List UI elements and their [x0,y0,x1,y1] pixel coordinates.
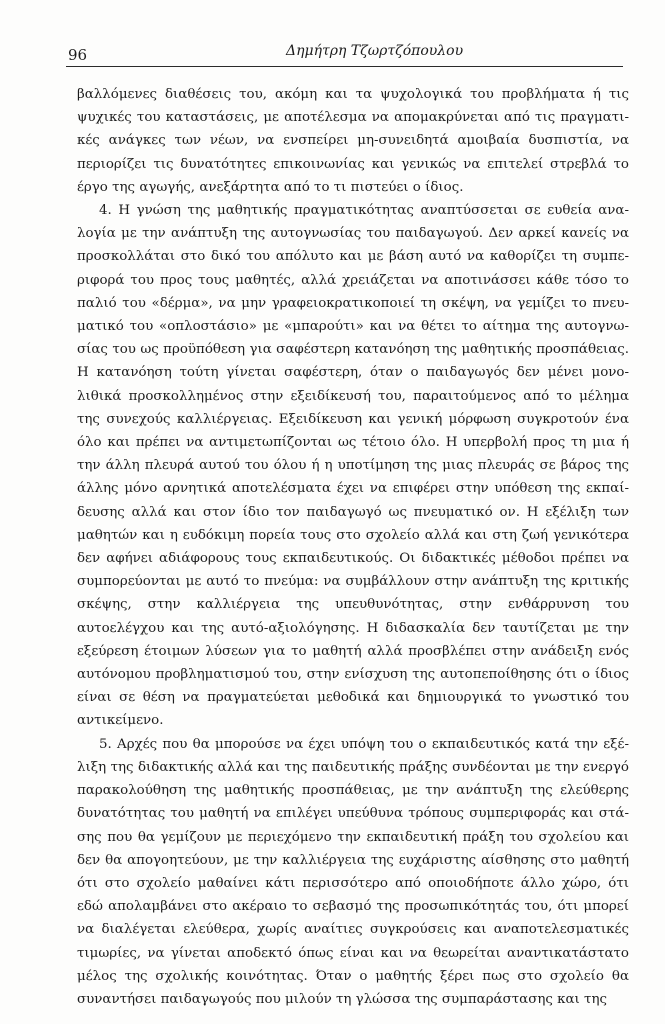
page-number: 96 [68,46,88,64]
page-header [66,42,623,67]
paragraph-section-5: 5. Αρχές που θα μπορούσε να έχει υπόψη του ο εκπαιδευτικός κατά την εξέλιξη της διδακτικής αλλά και της παιδευτικής πράξης συνδέονται με την ενεργό παρακολούθηση της μαθητικής προσπάθειας, με την ανάπτυξη της ελεύθερης δυνατότητας του μαθητή να επιλέγει υπεύθυνα τρόπους συμπεριφοράς και στάσης που θα γεμίζουν με περιεχόμενο την εκπαιδευτική πράξη του σχολείου και δεν θα απογοητεύουν, με την καλλιέργεια της ευχάριστης αίσθησης στο μαθητή ότι στο σχολείο μαθαίνει κάτι περισσότερο από οποιοδήποτε άλλο χώρο, ότι εδώ απολαμβάνει στο ακέραιο το σεβασμό της προσωπικότητάς του, ότι μπορεί να διαλέγεται ελεύθερα, χωρίς αναίτιες συγκρούσεις και αναποτελεσματικές τιμωρίες, να γίνεται αποδεκτό όπως είναι και να θεωρείται αναντικατάστατο μέλος της σχολικής κοινότητας. Όταν ο μαθητής ξέρει πως στο σχολείο θα συναντήσει παιδαγωγούς που μιλούν τη γλώσσα της συμπαράστασης και της [77,736,629,1007]
paragraph-continued: βαλλόμενες διαθέσεις του, ακόμη και τα ψυχολογικά του προβλήματα ή τις ψυχικές του καταστάσεις, με αποτέλεσμα να απομακρύνεται από τις πραγματικές ανάγκες των νέων, να ενσπείρει μη-συνειδητά αμοιβαία δυσπιστία, να περιορίζει τις δυνατότητες επικοινωνίας και γενικώς να επιτελεί στρεβλά το έργο της αγωγής, ανεξάρτητα από το τι πιστεύει ο ίδιος. [77,87,629,195]
paragraph-section-4: 4. Η γνώση της μαθητικής πραγματικότητας αναπτύσσεται σε ευθεία αναλογία με την ανάπτυξη της αυτογνωσίας του παιδαγωγού. Δεν αρκεί κανείς να προσκολλάται στο δικό του απόλυτο και με βάση αυτό να καθορίζει τη συμπεριφορά του προς τους μαθητές, αλλά χρειάζεται να αποτινάσσει κάθε τόσο το παλιό του «δέρμα», να μην γραφειοκρατικοποιεί τη σκέψη, να γεμίζει το πνευματικό του «οπλοστάσιο» με «μπαρούτι» και να θέτει το αίτημα της αυτογνωσίας του ως προϋπόθεση για σαφέστερη κατανόηση της μαθητικής προσπάθειας. Η κατανόηση τούτη γίνεται σαφέστερη, όταν ο παιδαγωγός δεν μένει μονολιθικά προσκολλημένος στην εξειδίκευσή του, παραιτούμενος από το μέλημα της συνεχούς καλλιέργειας. Εξειδίκευση και γενική μόρφωση συγκροτούν ένα όλο και πρέπει να αντιμετωπίζονται ως τέτοιο όλο. Η υπερβολή προς τη μια ή την άλλη πλευρά αυτού του όλου ή η υποτίμηση της μιας πλευράς σε βάρος της άλλης μόνο αρνητικά αποτελέσματα έχει να επιφέρει στην υπόθεση της εκπαίδευσης αλλά και στον ίδιο τον παιδαγωγό ως πνευματικό ον. Η εξέλιξη των μαθητών και η ευδόκιμη πορεία τους στο σχολείο αλλά και στη ζωή γενικότερα δεν αφήνει αδιάφορους τους εκπαιδευτικούς. Οι διδακτικές μέθοδοι πρέπει να συμπορεύονται με αυτό το πνεύμα: να συμβάλλουν στην ανάπτυξη της κριτικής σκέψης, στην καλλιέργεια της υπευθυνότητας, στην ενθάρρυνση του αυτοελέγχου και της αυτό-αξιολόγησης. Η διδασκαλία δεν ταυτίζεται με την εξεύρεση έτοιμων λύσεων για το μαθητή αλλά προσβλέπει στην ανάδειξη ενός αυτόνομου προβληματισμού του, στην ενίσχυση της αυτοπεποίθησης ότι ο ίδιος είναι σε θέση να πραγματεύεται μεθοδικά και δημιουργικά το γνωστικό του αντικείμενο. [77,203,629,729]
body-text [77,83,629,1011]
running-head-author: Δημήτρη Τζωρτζόπουλου [286,43,464,59]
